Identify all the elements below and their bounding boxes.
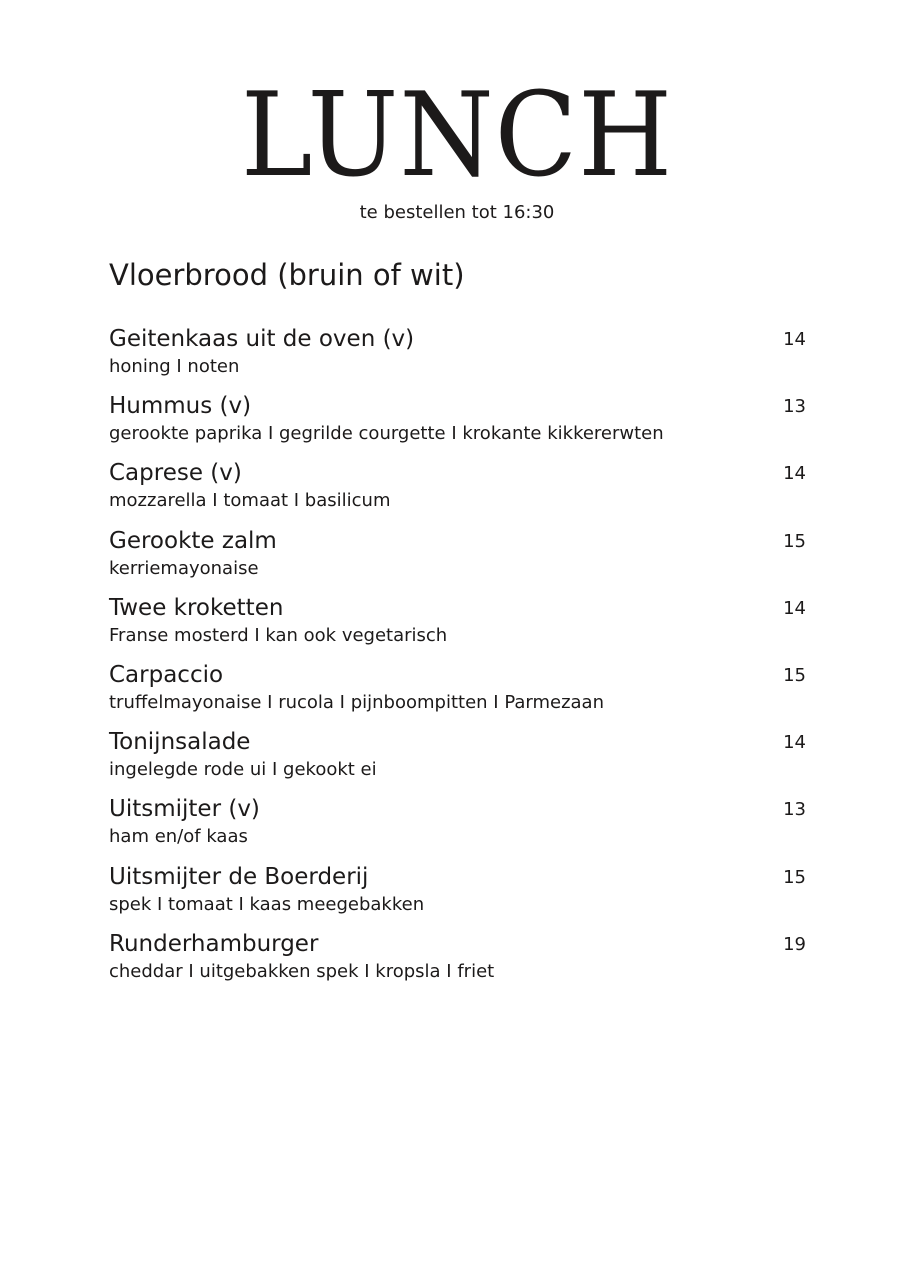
menu-item-price: 19: [783, 933, 806, 955]
menu-item: [109, 322, 806, 389]
menu-item-price: 14: [783, 732, 806, 754]
menu-item-name: Hummus (v): [109, 393, 252, 420]
menu-item-name: Caprese (v): [109, 460, 242, 487]
menu-item-price: 14: [783, 597, 806, 619]
menu-list: [109, 322, 806, 994]
section-title: Vloerbrood (bruin of wit): [109, 258, 465, 292]
menu-item: [109, 860, 806, 927]
menu-item-price: 14: [783, 463, 806, 485]
menu-item: [109, 591, 806, 658]
menu-item-price: 15: [783, 664, 806, 686]
menu-item-description: ham en/of kaas: [109, 826, 248, 848]
ordering-time-note: te bestellen tot 16:30: [359, 202, 555, 223]
menu-item-name: Uitsmijter (v): [109, 796, 260, 823]
menu-item: [109, 456, 806, 523]
menu-item-name: Gerookte zalm: [109, 527, 277, 554]
menu-item-description: ingelegde rode ui I gekookt ei: [109, 759, 377, 781]
menu-item-name: Twee kroketten: [109, 594, 284, 621]
menu-item: [109, 725, 806, 792]
menu-item-name: Uitsmijter de Boerderij: [109, 863, 369, 890]
menu-item: [109, 792, 806, 859]
menu-item: [109, 524, 806, 591]
menu-item-description: spek I tomaat I kaas meegebakken: [109, 893, 425, 915]
menu-item-description: gerookte paprika I gegrilde courgette I krokante kikkererwten: [109, 423, 664, 445]
menu-item-description: kerriemayonaise: [109, 557, 259, 579]
menu-item: [109, 389, 806, 456]
menu-item-price: 15: [783, 530, 806, 552]
menu-item-name: Runderhamburger: [109, 930, 319, 957]
menu-item-price: 14: [783, 329, 806, 350]
page-title: LUNCH: [240, 68, 674, 203]
menu-item-price: 13: [783, 799, 806, 821]
menu-item-description: honing I noten: [109, 356, 240, 377]
menu-item-price: 13: [783, 396, 806, 418]
menu-item-description: truffelmayonaise I rucola I pijnboompitten I Parmezaan: [109, 691, 604, 713]
menu-item-name: Tonijnsalade: [109, 729, 251, 756]
menu-item-name: Carpaccio: [109, 661, 224, 688]
menu-item: [109, 658, 806, 725]
menu-item-price: 15: [783, 866, 806, 888]
menu-item-description: Franse mosterd I kan ook vegetarisch: [109, 624, 448, 646]
menu-item: [109, 927, 806, 994]
menu-item-name: Geitenkaas uit de oven (v): [109, 326, 415, 352]
menu-item-description: cheddar I uitgebakken spek I kropsla I friet: [109, 960, 495, 982]
menu-item-description: mozzarella I tomaat I basilicum: [109, 490, 391, 512]
